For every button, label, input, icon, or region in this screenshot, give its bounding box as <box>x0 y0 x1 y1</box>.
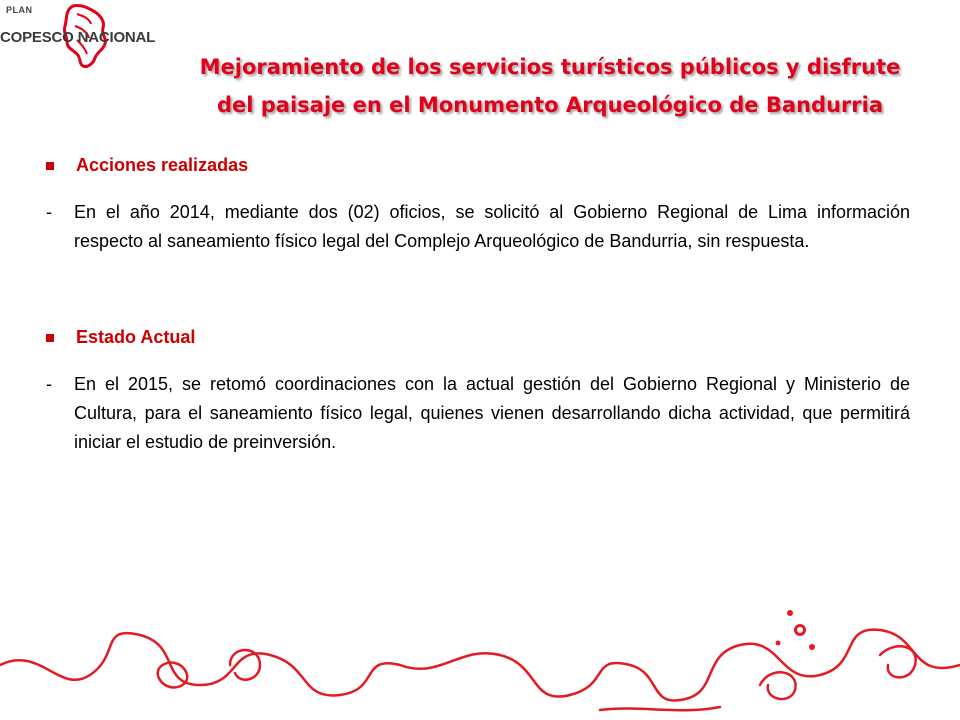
square-bullet-icon <box>46 334 54 342</box>
slide-title <box>150 48 950 124</box>
heading-estado: Estado Actual <box>76 327 196 347</box>
dash-marker: - <box>46 374 52 394</box>
title-line-1: Mejoramiento de los servicios turísticos públicos y disfrute <box>199 55 901 79</box>
paragraph-estado <box>46 370 910 457</box>
title-line-2: del paisaje en el Monumento Arqueológico de Bandurria <box>216 93 884 117</box>
section-heading <box>46 155 910 176</box>
section-estado <box>46 327 910 457</box>
dash-marker: - <box>46 202 52 222</box>
paragraph-text: En el año 2014, mediante dos (02) oficios, se solicitó al Gobierno Regional de Lima información respecto al saneamiento físico legal del Complejo Arqueológico de Bandurria, sin respuesta. <box>74 202 910 251</box>
copesco-logo <box>0 0 175 80</box>
decorative-swirl-border <box>0 585 960 720</box>
heading-acciones: Acciones realizadas <box>76 155 249 175</box>
paragraph-text: En el 2015, se retomó coordinaciones con la actual gestión del Gobierno Regional y Ministerio de Cultura, para el saneamiento físico legal, quienes vienen desarrollando dicha actividad, que permitirá iniciar el estudio de preinversión. <box>74 374 910 452</box>
logo-plan-text: PLAN <box>6 5 33 15</box>
paragraph-acciones <box>46 198 910 256</box>
square-bullet-icon <box>46 162 54 170</box>
section-acciones <box>46 155 910 256</box>
logo-name-text: COPESCO NACIONAL <box>0 29 156 46</box>
section-heading <box>46 327 910 348</box>
